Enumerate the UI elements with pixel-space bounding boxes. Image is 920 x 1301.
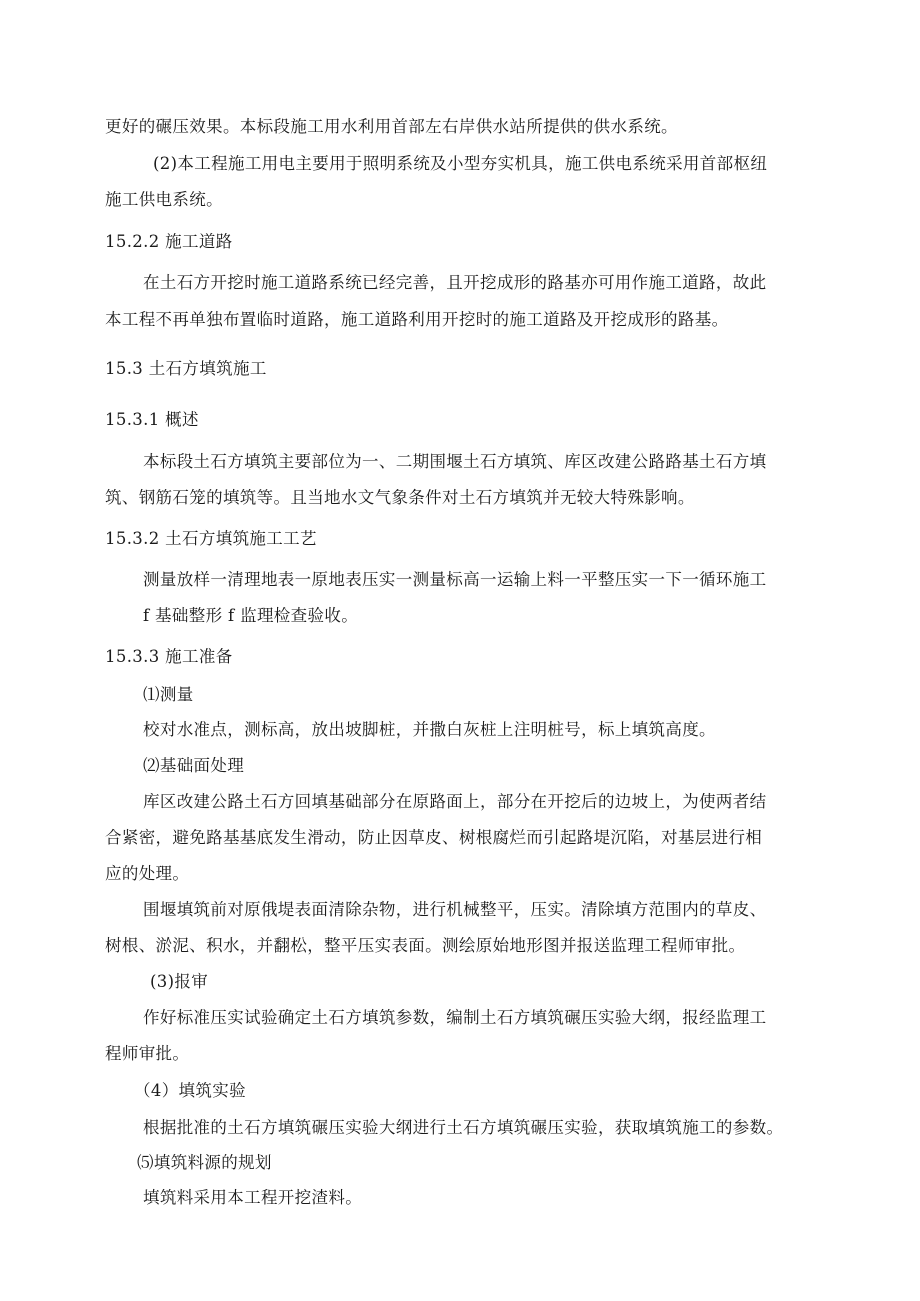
subheading: （4）填筑实验 bbox=[134, 1081, 246, 1100]
section-heading: 15.3.1 概述 bbox=[105, 410, 199, 429]
paragraph-line: 作好标准压实试验确定土石方填筑参数，编制土石方填筑碾压实验大纲，报经监理工 bbox=[143, 1008, 767, 1027]
paragraph-line: 在土石方开挖时施工道路系统已经完善，且开挖成形的路基亦可用作施工道路，故此 bbox=[143, 273, 767, 292]
paragraph-line: 更好的碾压效果。本标段施工用水利用首部左右岸供水站所提供的供水系统。 bbox=[105, 117, 678, 136]
paragraph-line: 校对水准点，测标高，放出坡脚桩，并撒白灰桩上注明桩号，标上填筑高度。 bbox=[143, 720, 716, 739]
paragraph-line: 合紧密，避免路基基底发生滑动，防止因草皮、树根腐烂而引起路堤沉陷，对基层进行相 bbox=[105, 828, 763, 847]
paragraph-line: 本工程不再单独布置临时道路，施工道路利用开挖时的施工道路及开挖成形的路基。 bbox=[105, 310, 729, 329]
paragraph-line: (2)本工程施工用电主要用于照明系统及小型夯实机具，施工供电系统采用首部枢纽 bbox=[153, 154, 768, 173]
paragraph-line: 施工供电系统。 bbox=[105, 190, 223, 209]
paragraph-line: 测量放样一清理地表一原地表压实一测量标高一运输上料一平整压实一下一循环施工 bbox=[143, 570, 767, 589]
paragraph-line: 填筑料采用本工程开挖渣料。 bbox=[143, 1188, 363, 1207]
section-heading: 15.3.3 施工准备 bbox=[105, 647, 233, 666]
paragraph-line: 筑、钢筋石笼的填筑等。且当地水文气象条件对土石方填筑并无较大特殊影响。 bbox=[105, 488, 695, 507]
paragraph-line: 树根、淤泥、积水，并翻松，整平压实表面。测绘原始地形图并报送监理工程师审批。 bbox=[105, 936, 746, 955]
subheading: (3)报审 bbox=[150, 972, 209, 991]
subheading: ⑵基础面处理 bbox=[143, 756, 245, 775]
paragraph-line: 应的处理。 bbox=[105, 864, 190, 883]
paragraph-line: 本标段土石方填筑主要部位为一、二期围堰土石方填筑、库区改建公路路基土石方填 bbox=[143, 452, 767, 471]
paragraph-line: 围堰填筑前对原俄堤表面清除杂物，进行机械整平，压实。清除填方范围内的草皮、 bbox=[143, 900, 767, 919]
subheading: ⑸填筑料源的规划 bbox=[137, 1153, 272, 1172]
paragraph-line: 根据批准的土石方填筑碾压实验大纲进行土石方填筑碾压实验，获取填筑施工的参数。 bbox=[143, 1118, 784, 1137]
paragraph-line: 程师审批。 bbox=[105, 1044, 190, 1063]
section-heading: 15.2.2 施工道路 bbox=[105, 232, 233, 251]
subheading: ⑴测量 bbox=[143, 685, 194, 704]
section-heading: 15.3 土石方填筑施工 bbox=[105, 359, 267, 378]
paragraph-line: 库区改建公路土石方回填基础部分在原路面上，部分在开挖后的边坡上，为使两者结 bbox=[143, 792, 767, 811]
paragraph-line: f 基础整形 f 监理检查验收。 bbox=[143, 606, 359, 625]
section-heading: 15.3.2 土石方填筑施工工艺 bbox=[105, 529, 317, 548]
